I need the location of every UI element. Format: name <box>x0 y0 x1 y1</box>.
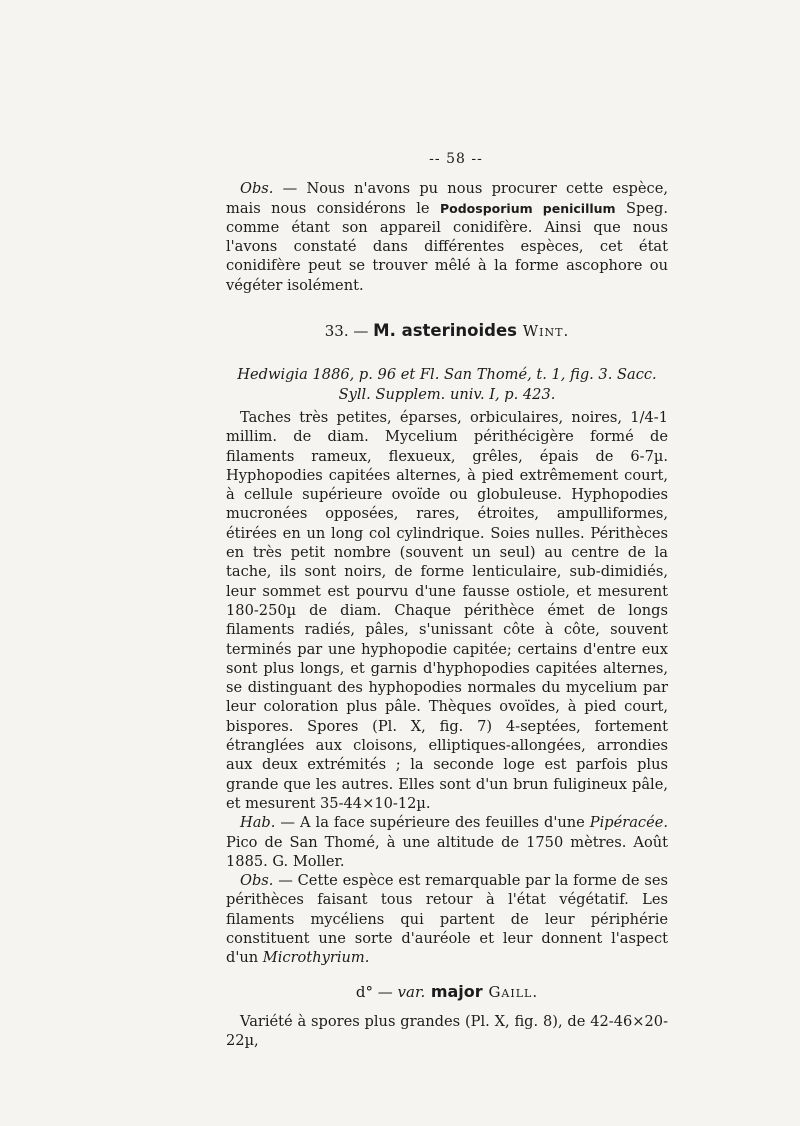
variety-heading <box>226 982 668 1002</box>
habitat-paragraph <box>226 813 668 871</box>
obs-text-b: Speg. comme étant son appareil conidifère. Ainsi que nous l'avons constaté dans différentes espèces, cet état conidifère peut se trouver mêlé à la forme ascophore ou végéter isolément. <box>226 199 668 294</box>
hab-text-b: Pico de San Thomé, à une altitude de 1750 mètres. Août 1885. G. Moller. <box>226 833 668 870</box>
description-paragraph: Taches très petites, éparses, orbiculaires, noires, 1/4-1 millim. de diam. Mycelium périthécigère formé de filaments rameux, flexueux, grêles, épais de 6-7µ. Hyphopodies capitées alternes, à pied extrêmement court, à cellule supérieure ovoïde ou globuleuse. Hyphopodies mucronées opposées, rares, étroites, ampulliformes, étirées en un long col cylindrique. Soies nulles. Périthèces en très petit nombre (souvent un seul) au centre de la tache, ils sont noirs, de forme lenticulaire, sub-dimidiés, leur sommet est pourvu d'une fausse ostiole, et mesurent 180-250µ de diam. Chaque périthèce émet de longs filaments radiés, pâles, s'unissant côte à côte, souvent terminés par une hyphopodie capitée; certains d'entre eux sont plus longs, et garnis d'hyphopodies capitées alternes, se distinguant des hyphopodies normales du mycelium par leur coloration plus pâle. Thèques ovoïdes, à pied court, bispores. Spores (Pl. X, fig. 7) 4-septées, fortement étranglées aux cloisons, elliptiques-allongées, arrondies aux deux extrémités ; la seconde loge est parfois plus grande que les autres. Elles sont d'un brun fuligineux pâle, et mesurent 35-44×10-12µ. <box>226 408 668 812</box>
hab-text-a: — A la face supérieure des feuilles d'une <box>275 814 590 832</box>
obs-label: Obs. <box>240 180 274 198</box>
obs-text-a: — Nous n'avons pu nous procurer cette espèce, mais nous considérons le <box>226 180 668 217</box>
obs-paragraph-1 <box>226 179 668 295</box>
obs2-text: — Cette espèce est remarquable par la forme de ses périthèces faisant tous retour à l'état végétatif. Les filaments mycéliens qui partent de leur périphérie constituent une sorte d'auréole et leur donnent l'aspect d'un <box>226 872 668 967</box>
variety-name: major <box>425 981 483 1001</box>
variety-var: var. <box>397 982 426 1001</box>
obs-paragraph-2 <box>226 871 668 967</box>
variety-prefix: d° — <box>355 982 398 1001</box>
hab-label: Hab. <box>240 814 276 832</box>
species-heading <box>226 321 668 341</box>
page-content <box>226 150 668 1050</box>
plant-name: Pipéracée. <box>589 814 668 832</box>
species-name: Podosporium penicillum <box>439 200 616 216</box>
obs2-label: Obs. <box>240 872 274 890</box>
heading-number: 33. — <box>324 322 374 341</box>
bibliographic-reference: Hedwigia 1886, p. 96 et Fl. San Thomé, t. 1, fig. 3. Sacc. Syll. Supplem. univ. I, p. 423. <box>237 366 657 403</box>
variety-paragraph: Variété à spores plus grandes (Pl. X, fig. 8), de 42-46×20-22µ, <box>226 1012 668 1050</box>
page-number: -- 58 -- <box>429 151 483 167</box>
heading-author: Wint. <box>516 322 570 341</box>
genus-name: Microthyrium. <box>262 949 370 967</box>
heading-name: M. asterinoides <box>373 321 517 341</box>
variety-author: Gaill. <box>482 982 539 1001</box>
